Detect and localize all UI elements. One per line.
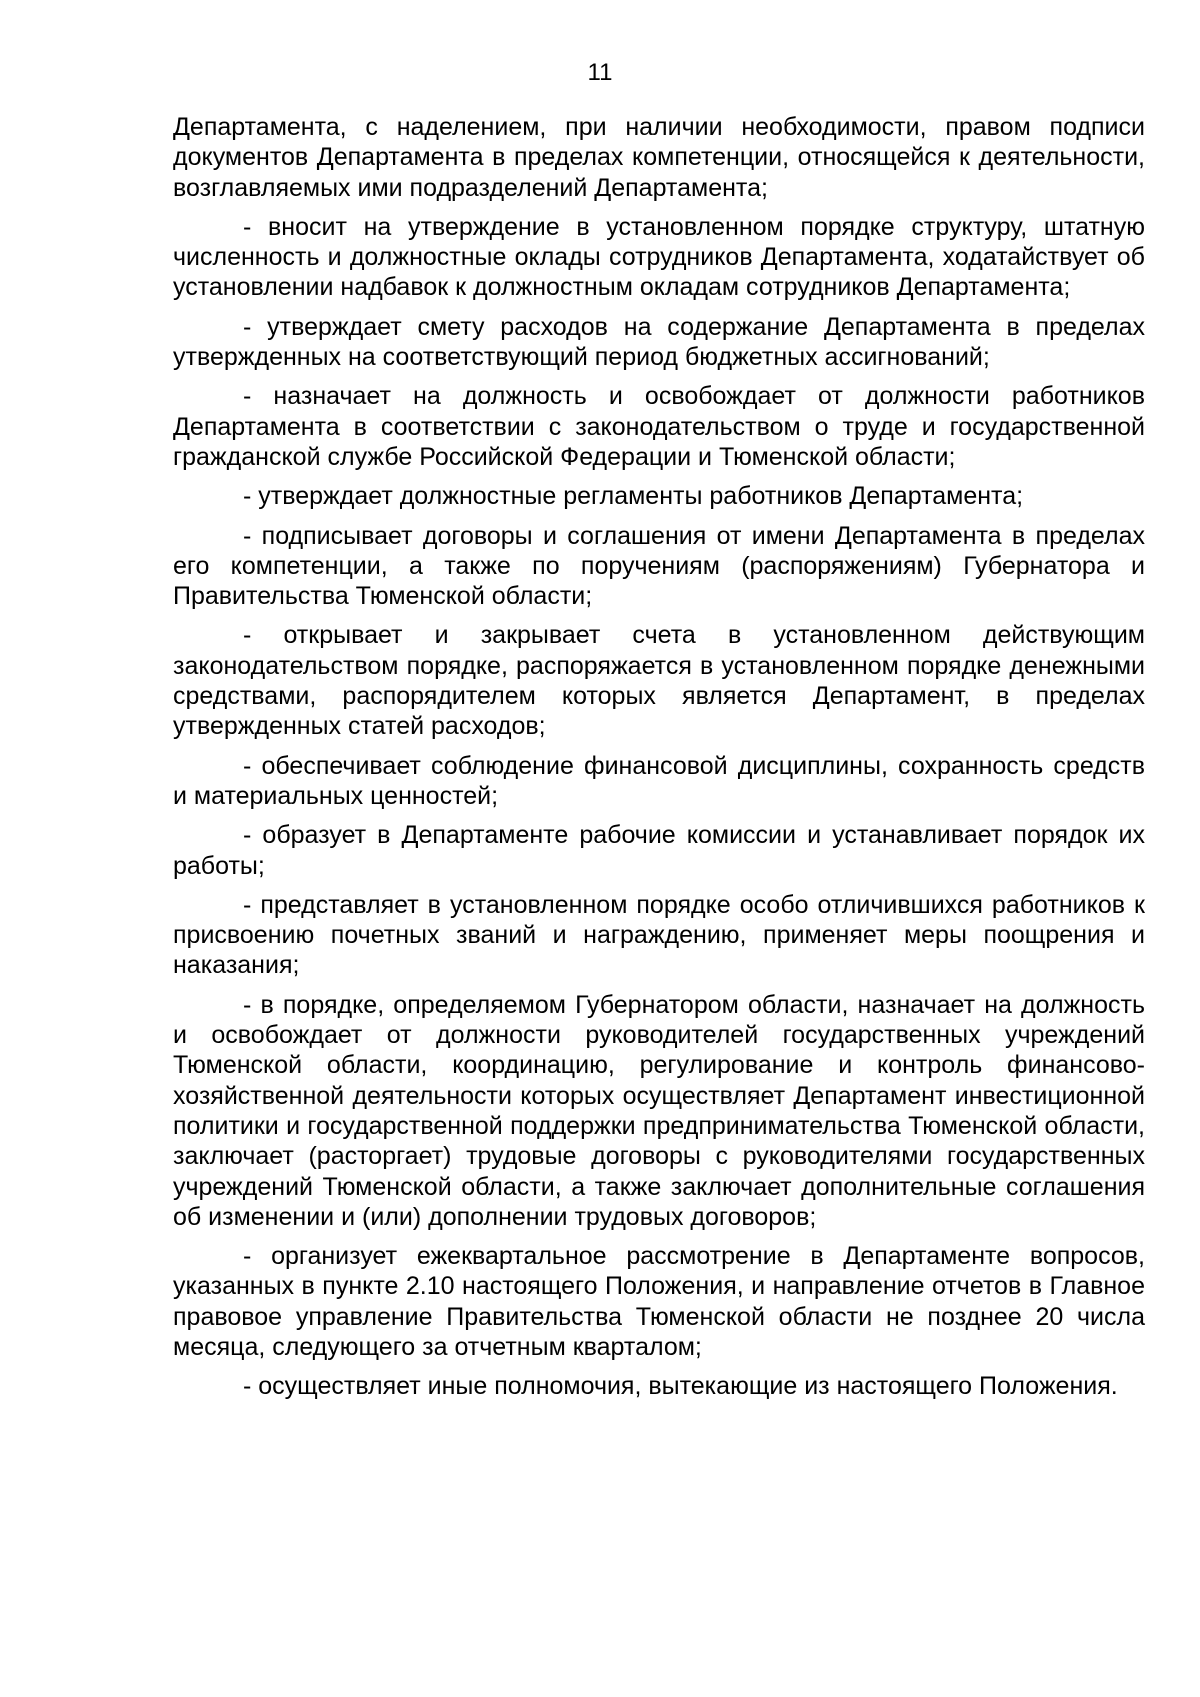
- paragraph-other-powers: - осуществляет иные полномочия, вытекающие из настоящего Положения.: [243, 1372, 1118, 1401]
- paragraph-continuation: Департамента, с наделением, при наличии необходимости, правом подписи документов Департамента в пределах компетенции, относящейся к деятельности, возглавляемых ими подразделений Департамента;: [173, 113, 1145, 202]
- paragraph-awards: - представляет в установленном порядке особо отличившихся работников к присвоению почетных званий и награждению, применяет меры поощрения и наказания;: [173, 890, 1145, 980]
- page-number: 11: [587, 59, 613, 86]
- paragraph-financial-discipline: - обеспечивает соблюдение финансовой дисциплины, сохранность средств и материальных ценностей;: [173, 751, 1145, 810]
- document-body: [173, 112, 1145, 1411]
- paragraph-institution-heads: - в порядке, определяемом Губернатором области, назначает на должность и освобождает от должности руководителей государственных учреждений Тюменской области, координацию, регулирование и контроль финансово-хозяйственной деятельности которых осуществляет Департамент инвестиционной политики и государственной поддержки предпринимательства Тюменской области, заключает (расторгает) трудовые договоры с руководителями государственных учреждений Тюменской области, а также заключает дополнительные соглашения об изменении и (или) дополнении трудовых договоров;: [173, 990, 1145, 1231]
- paragraph-structure-staffing: - вносит на утверждение в установленном порядке структуру, штатную численность и должностные оклады сотрудников Департамента, ходатайствует об установлении надбавок к должностным окладам сотрудников Департамента;: [173, 212, 1145, 302]
- paragraph-appointment: - назначает на должность и освобождает от должности работников Департамента в соответствии с законодательством о труде и государственной гражданской службе Российской Федерации и Тюменской области;: [173, 382, 1145, 471]
- paragraph-accounts: - открывает и закрывает счета в установленном действующим законодательством порядке, распоряжается в установленном порядке денежными средствами, распорядителем которых является Департамент, в пределах утвержденных статей расходов;: [173, 621, 1145, 741]
- paragraph-contracts: - подписывает договоры и соглашения от имени Департамента в пределах его компетенции, а также по поручениям (распоряжениям) Губернатора и Правительства Тюменской области;: [173, 521, 1145, 611]
- paragraph-budget-estimate: - утверждает смету расходов на содержание Департамента в пределах утвержденных на соответствующий период бюджетных ассигнований;: [173, 312, 1145, 372]
- paragraph-quarterly-review: - организует ежеквартальное рассмотрение в Департаменте вопросов, указанных в пункте 2.10 настоящего Положения, и направление отчетов в Главное правовое управление Правительства Тюменской области не позднее 20 числа месяца, следующего за отчетным кварталом;: [173, 1242, 1145, 1361]
- paragraph-job-regulations: - утверждает должностные регламенты работников Департамента;: [243, 482, 1024, 511]
- paragraph-commissions: - образует в Департаменте рабочие комиссии и устанавливает порядок их работы;: [173, 821, 1145, 880]
